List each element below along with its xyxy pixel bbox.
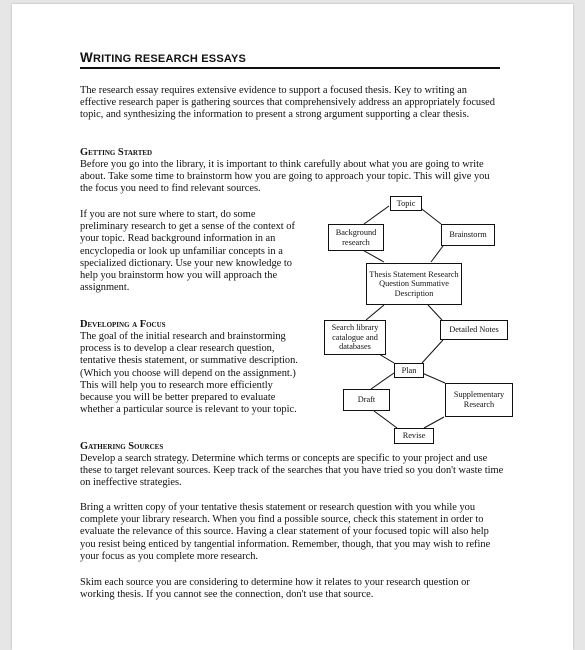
connector-supplementary-revise [424,417,444,428]
connector-draft-revise [374,411,397,428]
title-initial: W [80,50,93,65]
connector-plan-supplementary [422,373,445,383]
connector-topic-background [364,206,389,224]
draft-box: Draft [343,389,390,411]
topic-box: Topic [390,196,422,211]
thesis-statement-box: Thesis Statement Research Question Summative Description [366,263,462,305]
gathering-sources-paragraph-1: Develop a search strategy. Determine which terms or concepts are specific to your project and use these to target relevant sources. Keep track of the searches that you have tried so you don't waste time on ineffective strategies. [80,453,504,489]
developing-focus-paragraph: The goal of the initial research and brainstorming process is to develop a clear research question, tentative thesis statement, or summative description. (Which you choose will depend on the assignment.) This will help you to research more efficiently because you will be better prepared to evaluate whether a particular source is relevant to your topic. [80,331,298,416]
plan-box: Plan [394,363,424,378]
getting-started-heading: Getting Started [80,147,153,158]
intro-paragraph: The research essay requires extensive evidence to support a focused thesis. Key to writing an effective research paper is gathering sources that comprehensively address an appropriately focused topic, and synthesizing the information to present a strong argument supporting a clear thesis. [80,85,495,121]
page-title [80,50,500,69]
connector-notes-plan [422,340,443,363]
connector-thesis-notes [428,305,442,320]
gathering-sources-heading: Gathering Sources [80,441,164,452]
brainstorm-box: Brainstorm [441,224,495,246]
developing-focus-heading: Developing a Focus [80,319,166,330]
gathering-sources-paragraph-2: Bring a written copy of your tentative thesis statement or research question with you while you complete your library research. When you find a possible source, check this statement in order to evaluate the relevance of this source. Having a clear statement of your focused topic will also help you resist being enticed by tangential information. Remember, though, that you may wish to refine your focus as you complete more research. [80,502,491,562]
gathering-sources-paragraph-3: Skim each source you are considering to determine how it relates to your research question or working thesis. If you cannot see the connection, don't use that source. [80,577,470,601]
document-page [12,4,573,650]
connector-plan-draft [371,373,394,389]
research-process-diagram [314,190,518,450]
detailed-notes-box: Detailed Notes [440,320,508,340]
supplementary-research-box: Supplementary Research [445,383,513,417]
search-library-box: Search library catalogue and databases [324,320,386,355]
getting-started-paragraph-2: If you are not sure where to start, do some preliminary research to get a sense of the context of your topic. Read background information in an encyclopedia or look up unfamiliar concepts in a specialized dictionary. Use your new knowledge to help you brainstorm how you will approach the assignment. [80,209,295,294]
getting-started-paragraph-1: Before you go into the library, it is important to think carefully about what you are going to write about. Take some time to brainstorm how you are going to approach your topic. This will give you the focus you need to find relevant sources. [80,159,490,195]
title-rest: RITING RESEARCH ESSAYS [92,53,247,65]
background-research-box: Background research [328,224,384,251]
revise-box: Revise [394,428,434,444]
connector-thesis-search [366,305,384,320]
